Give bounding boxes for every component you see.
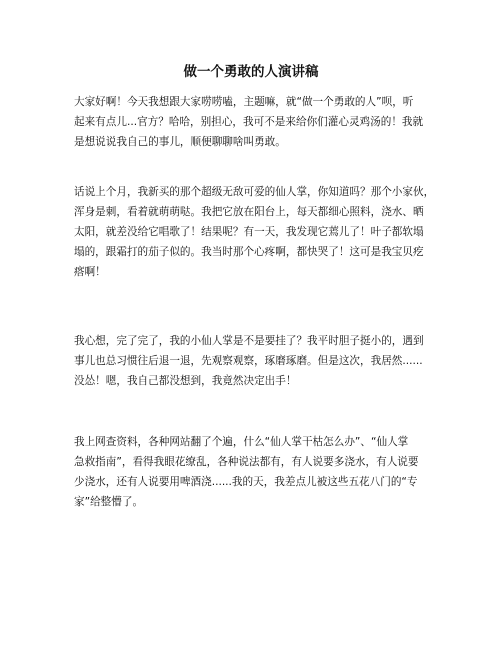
paragraph-line: 没怂！嗯，我自己都没想到，我竟然决定出手！ [74, 375, 297, 387]
paragraph-line: 太阳，就差没给它唱歌了！结果呢？有一天，我发现它蔫儿了！叶子都软塌 [74, 226, 424, 238]
paragraph-line: 事儿也总习惯往后退一退，先观察观察，琢磨琢磨。但是这次，我居然...... [74, 355, 423, 367]
paragraph-2 [74, 182, 434, 282]
paragraph-line: 浑身是刺，看着就萌萌哒。我把它放在阳台上，每天都细心照料，浇水、晒 [74, 206, 424, 218]
paragraph-line: 我上网查资料，各种网站翻了个遍，什么“仙人掌干枯怎么办”、“仙人掌 [74, 436, 409, 448]
document-title: 做一个勇敢的人演讲稿 [183, 64, 319, 80]
paragraph-line: 话说上个月，我新买的那个超级无敌可爱的仙人掌，你知道吗？那个小家伙， [74, 186, 435, 198]
paragraph-4 [74, 432, 434, 512]
paragraph-line: 大家好啊！今天我想跟大家唠唠嗑，主题嘛，就“做一个勇敢的人”呗，听 [74, 96, 414, 108]
paragraph-line: 是想说说我自己的事儿，顺便聊聊啥叫勇敢。 [74, 136, 286, 148]
paragraph-line: 起来有点儿...官方？哈哈，别担心，我可不是来给你们灌心灵鸡汤的！我就 [74, 116, 424, 128]
paragraph-3 [74, 331, 434, 391]
paragraph-1 [74, 92, 434, 152]
paragraph-line: 急救指南”，看得我眼花缭乱，各种说法都有，有人说要多浇水，有人说要 [74, 456, 419, 468]
paragraph-line: 瘩啊！ [74, 266, 106, 278]
paragraph-line: 少浇水，还有人说要用啤酒浇......我的天，我差点儿被这些五花八门的“专 [74, 476, 418, 488]
paragraph-line: 塌的，跟霜打的茄子似的。我当时那个心疼啊，都快哭了！这可是我宝贝疙 [74, 246, 424, 258]
paragraph-line: 我心想，完了完了，我的小仙人掌是不是要挂了？我平时胆子挺小的，遇到 [74, 335, 424, 347]
paragraph-line: 家”给整懵了。 [74, 496, 144, 508]
